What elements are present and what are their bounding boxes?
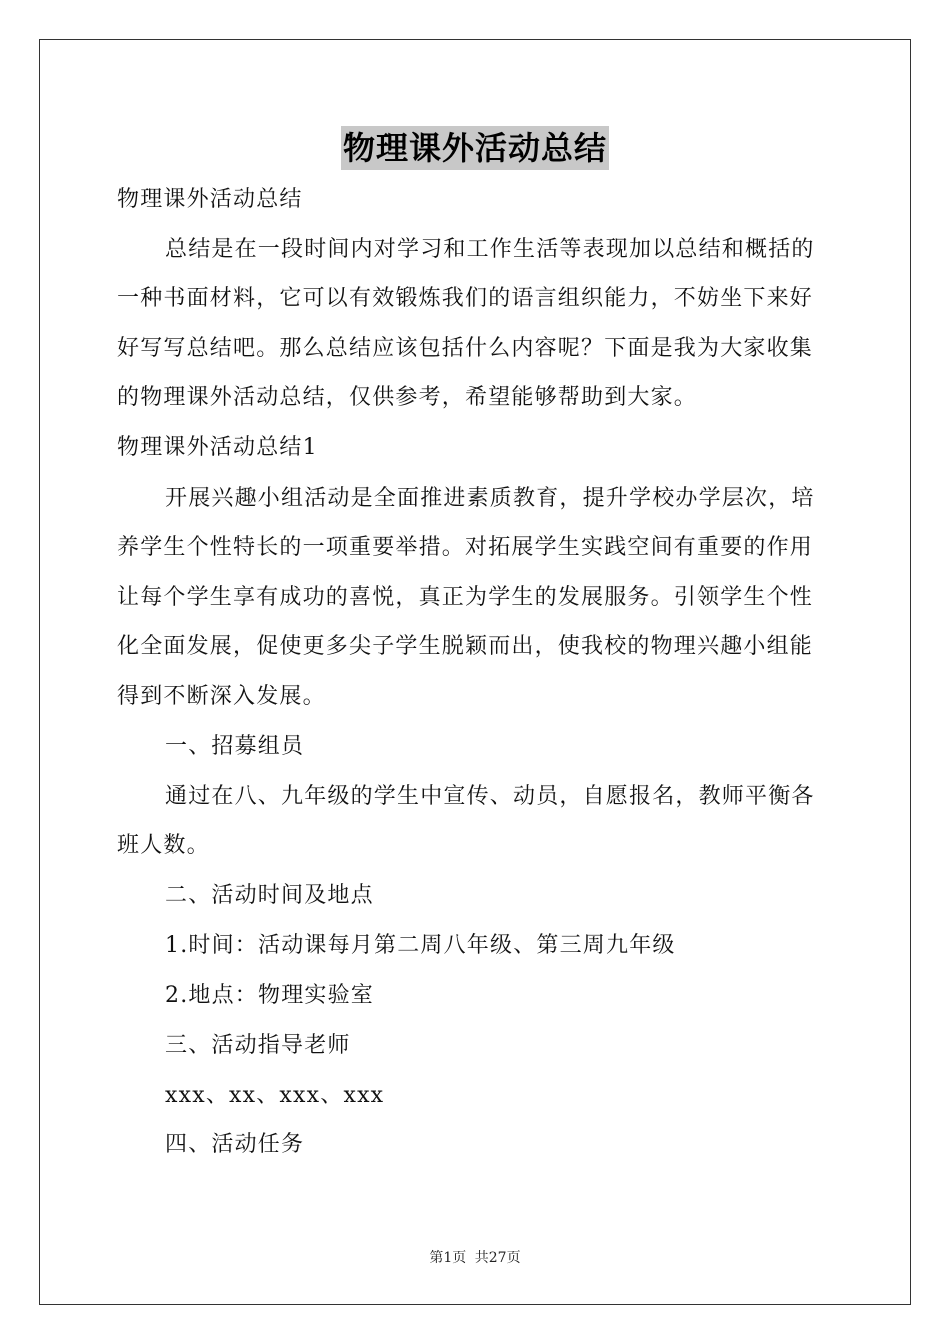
paragraph-line: 通过在八、九年级的学生中宣传、动员，自愿报名，教师平衡各 [165,784,815,809]
list-item: 2.地点：物理实验室 [165,983,374,1008]
subtitle-line: 物理课外活动总结 [117,187,303,212]
list-heading: 一、招募组员 [165,734,305,759]
paragraph-line: 好写写总结吧。那么总结应该包括什么内容呢？下面是我为大家收集 [117,336,814,361]
title-container [0,126,950,170]
section-heading: 物理课外活动总结1 [117,435,318,460]
list-heading: 三、活动指导老师 [165,1033,351,1058]
page-number: 第1页 [429,1250,467,1266]
paragraph-line: 得到不断深入发展。 [117,684,326,709]
page-border [39,39,911,1305]
list-heading: 二、活动时间及地点 [165,883,374,908]
page-total: 共27页 [474,1250,521,1266]
paragraph-line: 班人数。 [117,833,210,858]
paragraph-line: 总结是在一段时间内对学习和工作生活等表现加以总结和概括的 [165,237,815,262]
paragraph-line: 化全面发展，促使更多尖子学生脱颖而出，使我校的物理兴趣小组能 [117,634,814,659]
paragraph-line: 一种书面材料，它可以有效锻炼我们的语言组织能力，不妨坐下来好 [117,286,814,311]
paragraph-line: 养学生个性特长的一项重要举措。对拓展学生实践空间有重要的作用 [117,535,814,560]
page-footer [0,1248,950,1268]
list-heading: 四、活动任务 [165,1132,305,1157]
paragraph-line: 让每个学生享有成功的喜悦，真正为学生的发展服务。引领学生个性 [117,585,814,610]
list-item: 1.时间：活动课每月第二周八年级、第三周九年级 [165,933,676,958]
list-item: xxx、xx、xxx、xxx [165,1083,385,1108]
document-title: 物理课外活动总结 [341,126,609,170]
paragraph-line: 的物理课外活动总结，仅供参考，希望能够帮助到大家。 [117,385,698,410]
paragraph-line: 开展兴趣小组活动是全面推进素质教育，提升学校办学层次，培 [165,486,815,511]
